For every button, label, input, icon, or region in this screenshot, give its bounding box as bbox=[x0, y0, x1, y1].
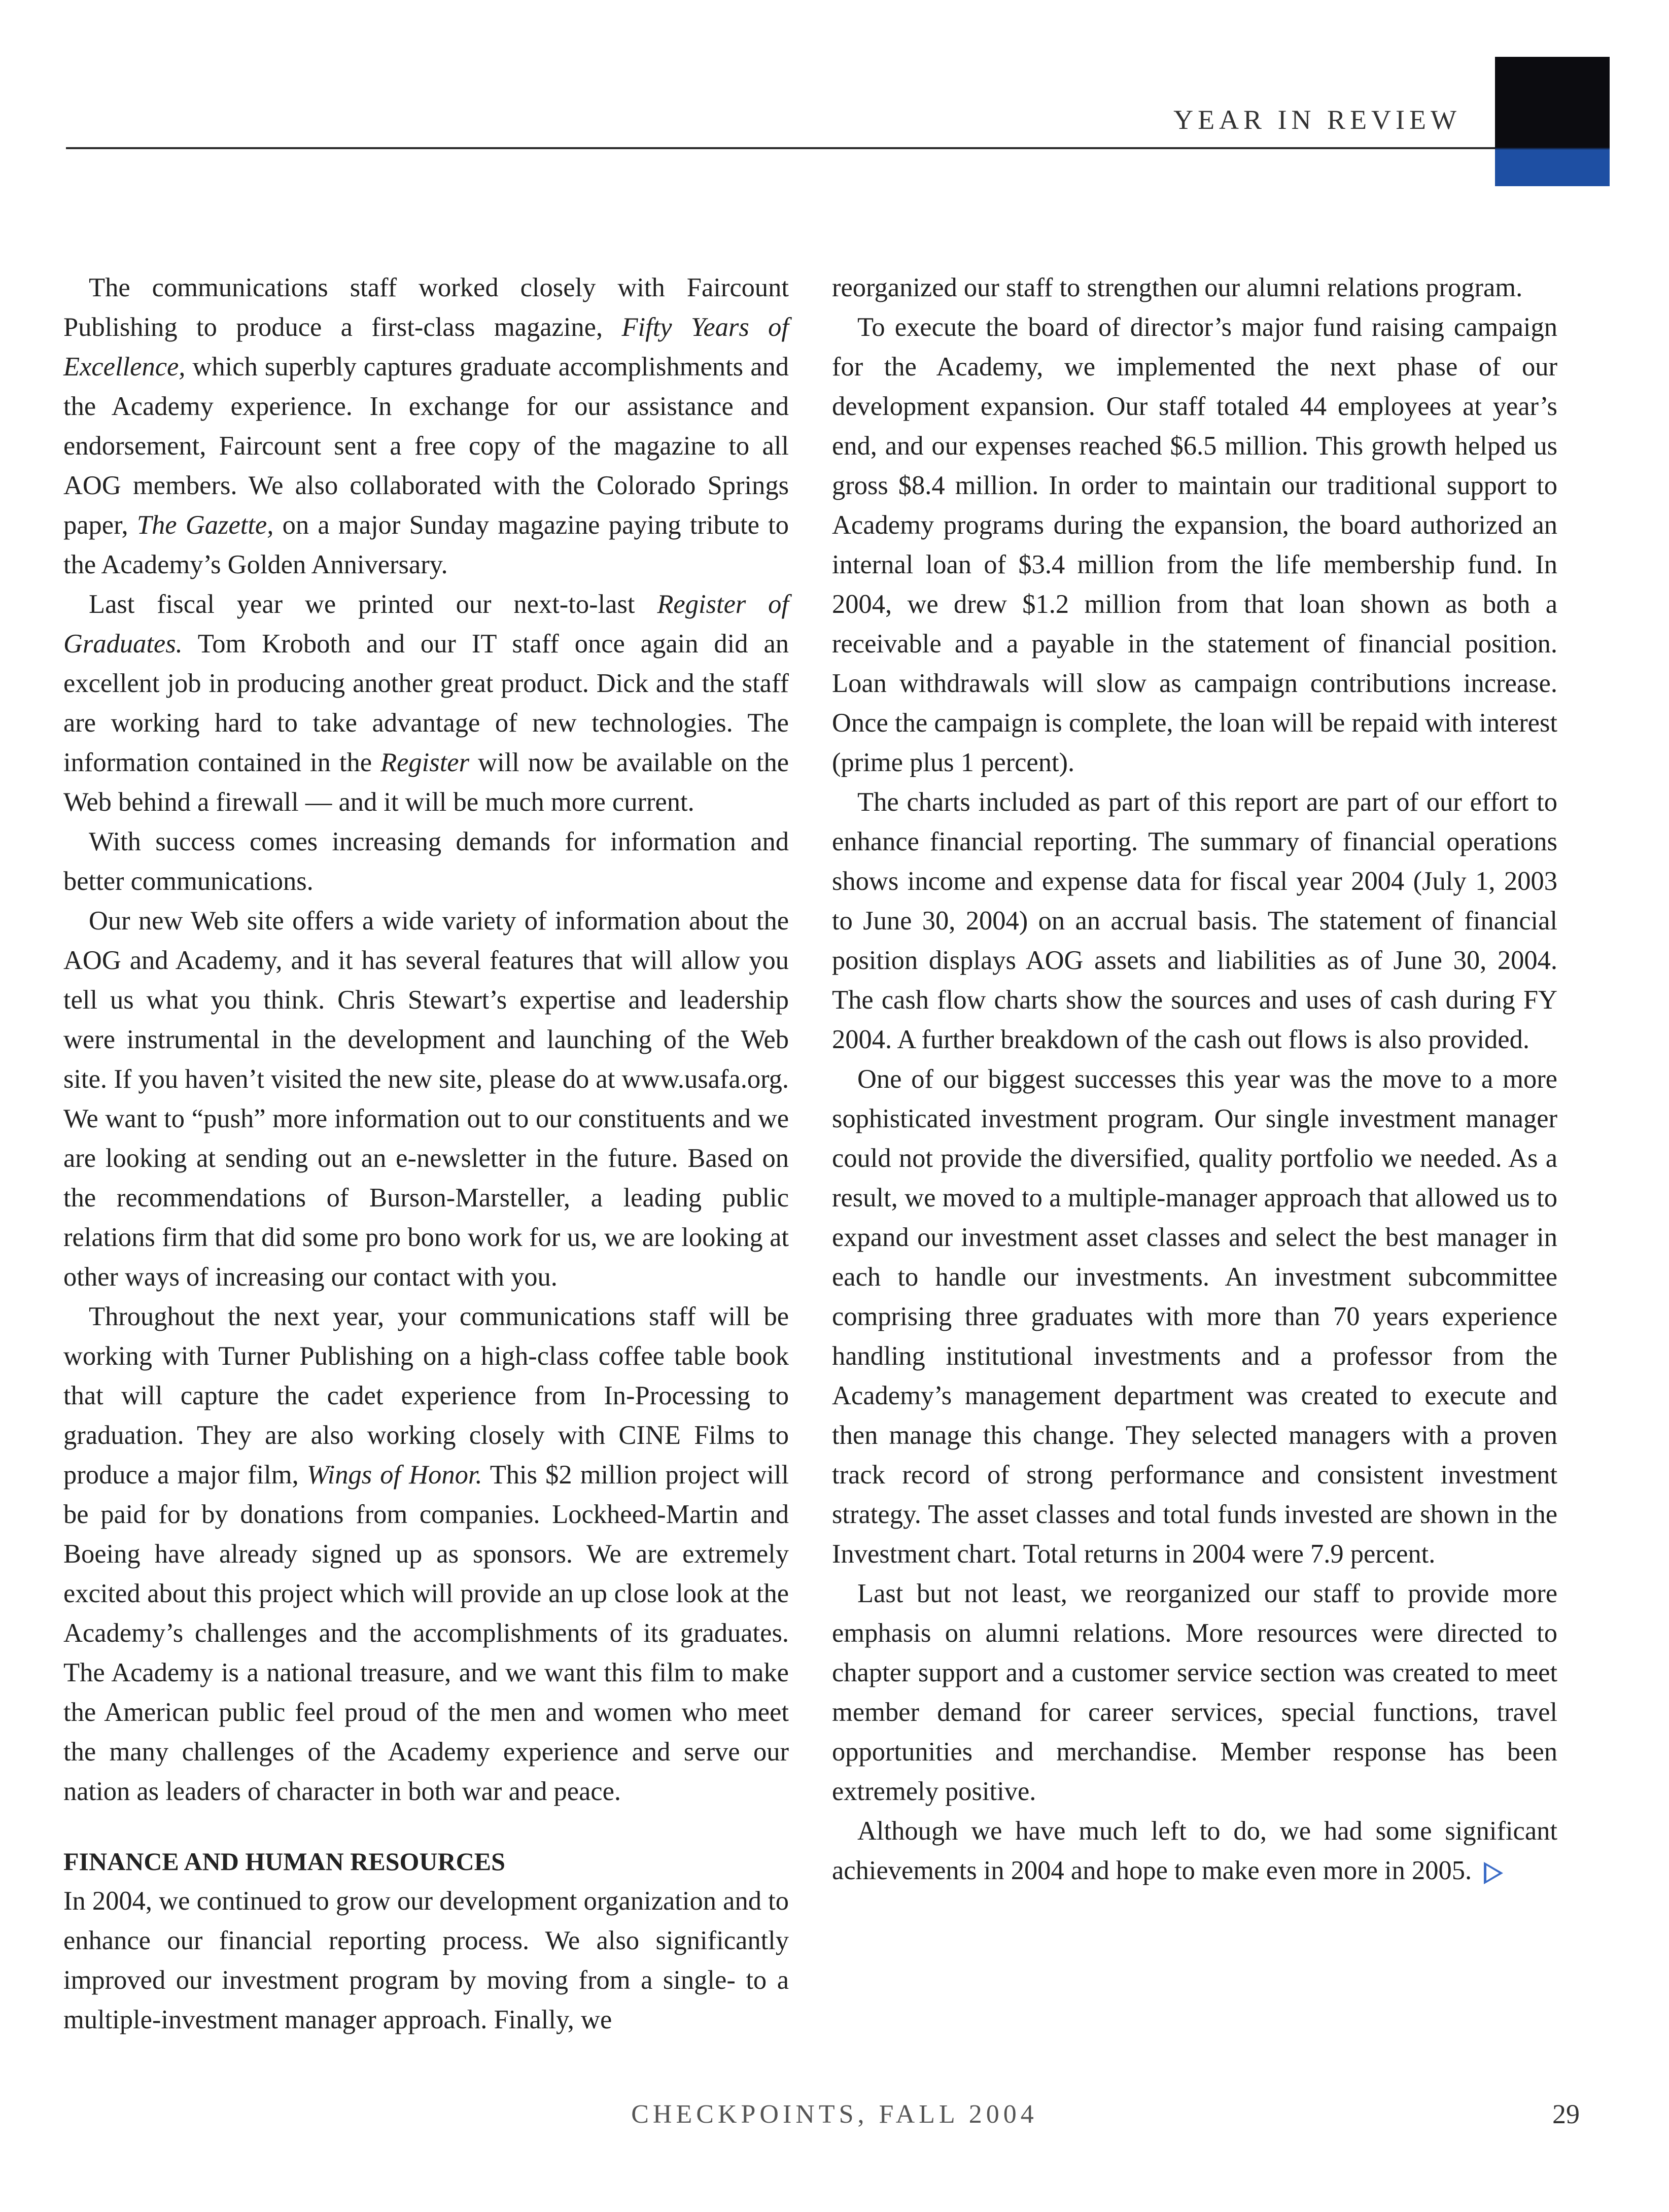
paragraph-finance: In 2004, we continued to grow our development organization and to enhance our financial reporting process. We also significantly improved our investment program by moving from a single- to a multiple-investment manager approach. Finally, we bbox=[63, 1886, 789, 2034]
paragraph-investment: One of our biggest successes this year was the move to a more sophisticated investment program. Our single investment manager could not provide the diversified, quality portfolio we needed. As a result, we moved to a multiple-manager approach that allowed us to expand our investment asset classes and select the best manager in each to handle our investments. An investment subcommittee comprising three graduates with more than 70 years experience handling institutional investments and a professor from the Academy’s management department was created to execute and then manage this change. They selected managers with a proven track record of strong performance and consistent investment strategy. The asset classes and total funds invested are shown in the Investment chart. Total returns in 2004 were 7.9 percent. bbox=[832, 1064, 1557, 1569]
paragraph-film: Throughout the next year, your communications staff will be working with Turner Publishing on a high-class coffee table book that will capture the cadet experience from In-Processing to graduation. They are also working closely with CINE Films to produce a major film, Wings of Honor. This $2 million project will be paid for by donations from companies. Lockheed-Martin and Boeing have already signed up as sponsors. We are extremely excited about this project which will provide an up close look at the Academy’s challenges and the accomplishments of its graduates. The Academy is a national treasure, and we want this film to make the American public feel proud of the men and women who meet the many challenges of the Academy experience and serve our nation as leaders of character in both war and peace. bbox=[63, 1302, 789, 1806]
paragraph-closing: Although we have much left to do, we had some significant achievements in 2004 and hope to make even more in 2005. bbox=[832, 1816, 1557, 1885]
register-short-title: Register bbox=[380, 748, 470, 777]
left-column bbox=[63, 268, 789, 2040]
page-number: 29 bbox=[1552, 2099, 1580, 2129]
paragraph-website: Our new Web site offers a wide variety of information about the AOG and Academy, and it has several features that will allow you tell us what you think. Chris Stewart’s expertise and leadership were instrumental in the development and launching of the Web site. If you haven’t visited the new site, please do at www.usafa.org. We want to “push” more information out to our constituents and we are looking at sending out an e-newsletter in the future. Based on the recommendations of Burson-Marsteller, a leading public relations firm that did some pro bono work for us, we are looking at other ways of increasing our contact with you. bbox=[63, 906, 789, 1292]
section-title: YEAR IN REVIEW bbox=[1173, 105, 1461, 135]
paragraph-alumni-relations: Last but not least, we reorganized our staff to provide more emphasis on alumni relations. More resources were directed to chapter support and a customer service section was created to meet member demand for career services, special functions, travel opportunities and merchandise. Member response has been extremely positive. bbox=[832, 1579, 1557, 1806]
paragraph-fundraising: To execute the board of director’s major fund raising campaign for the Academy, we implemented the next phase of our development expansion. Our staff totaled 44 employees at year’s end, and our expenses reached $6.5 million. This growth helped us gross $8.4 million. In order to maintain our traditional support to Academy programs during the expansion, the board authorized an internal loan of $3.4 million from the life membership fund. In 2004, we drew $1.2 million from that loan shown as both a receivable and a payable in the statement of financial position. Loan withdrawals will slow as campaign contributions increase. Once the campaign is complete, the loan will be repaid with interest (prime plus 1 percent). bbox=[832, 313, 1557, 777]
header-rule bbox=[66, 147, 1502, 149]
paragraph-register: Last fiscal year we printed our next-to-last Register of Graduates. Tom Kroboth and our IT staff once again did an excellent job in producing another great product. Dick and the staff are working hard to take advantage of new technologies. The information contained in the Register will now be available on the Web behind a firewall — and it will be much more current. bbox=[63, 590, 789, 817]
paragraph-magazine: The communications staff worked closely with Faircount Publishing to produce a first-class magazine, Fifty Years of Excellence, which superbly captures graduate accomplishments and the Academy experience. In exchange for our assistance and endorsement, Faircount sent a free copy of the magazine to all AOG members. We also collaborated with the Colorado Springs paper, The Gazette, on a major Sunday magazine paying tribute to the Academy’s Golden Anniversary. bbox=[63, 273, 789, 579]
film-title: Wings of Honor. bbox=[306, 1460, 482, 1490]
paragraph-continued: reorganized our staff to strengthen our alumni relations program. bbox=[832, 273, 1523, 302]
footer-publication: CHECKPOINTS, FALL 2004 bbox=[631, 2100, 1038, 2129]
paragraph-success: With success comes increasing demands for information and better communications. bbox=[63, 827, 789, 896]
play-triangle-icon bbox=[1484, 1862, 1503, 1884]
register-title: Register of Graduates. bbox=[63, 590, 789, 659]
magazine-title: Fifty Years of Excellence, bbox=[63, 313, 789, 382]
newspaper-title: The Gazette, bbox=[136, 510, 274, 540]
paragraph-charts: The charts included as part of this report are part of our effort to enhance financial reporting. The summary of financial operations shows income and expense data for fiscal year 2004 (July 1, 2003 to June 30, 2004) on an accrual basis. The statement of financial position displays AOG assets and liabilities as of June 30, 2004. The cash flow charts show the sources and uses of cash during FY 2004. A further breakdown of the cash out flows is also provided. bbox=[832, 787, 1557, 1054]
right-column bbox=[832, 268, 1557, 1890]
header-color-block bbox=[1495, 57, 1610, 186]
section-heading-finance: FINANCE AND HUMAN RESOURCES bbox=[63, 1847, 505, 1876]
